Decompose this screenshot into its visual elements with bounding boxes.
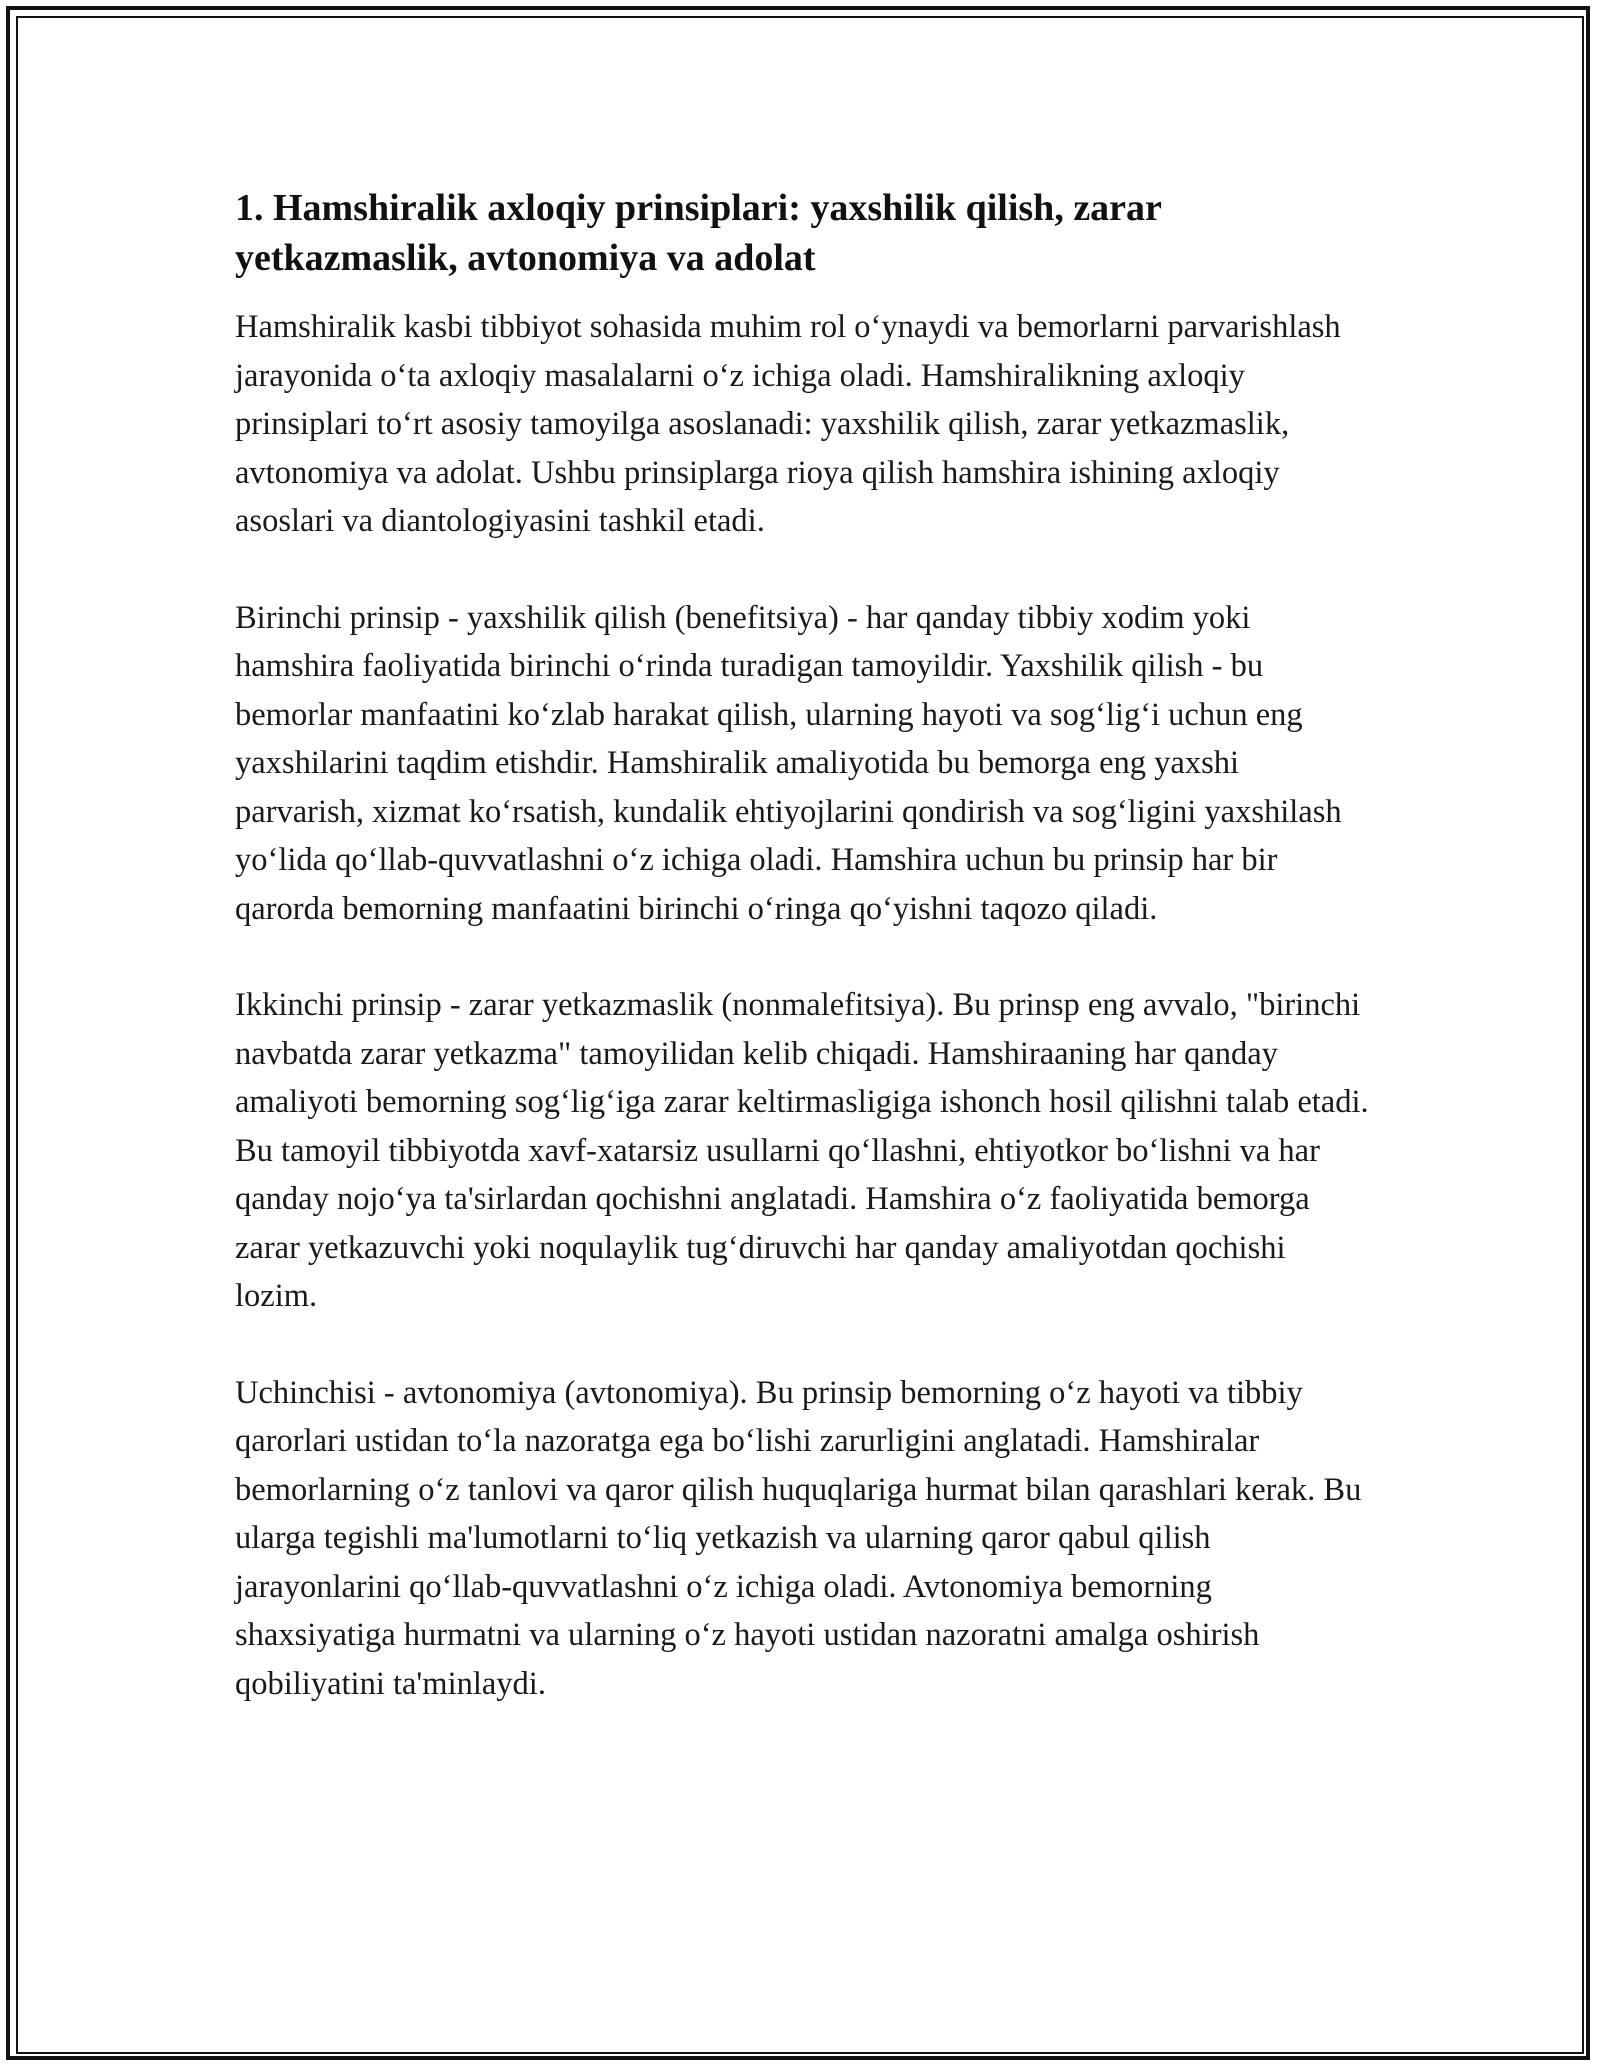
paragraph-nonmaleficence: Ikkinchi prinsip - zarar yetkazmaslik (nonmalefitsiya). Bu prinsp eng avvalo, "birinchi navbatda zarar yetkazma" tamoyilidan kelib chiqadi. Hamshiraaning har qanday amaliyoti bemorning sog‘lig‘iga zarar keltirmasligiga ishonch hosil qilishni talab etadi. Bu tamoyil tibbiyotda xavf-xatarsiz usullarni qo‘llashni, ehtiyotkor bo‘lishni va har qanday nojo‘ya ta'sirlardan qochishni anglatadi. Hamshira o‘z faoliyatida bemorga zarar yetkazuvchi yoki noqulaylik tug‘diruvchi har qanday amaliyotdan qochishi lozim.	[235, 987, 1369, 1314]
paragraph-beneficence: Birinchi prinsip - yaxshilik qilish (benefitsiya) - har qanday tibbiy xodim yoki hamshira faoliyatida birinchi o‘rinda turadigan tamoyildir. Yaxshilik qilish - bu bemorlar manfaatini ko‘zlab harakat qilish, ularning hayoti va sog‘lig‘i uchun eng yaxshilarini taqdim etishdir. Hamshiralik amaliyotida bu bemorga eng yaxshi parvarish, xizmat ko‘rsatish, kundalik ehtiyojlarini qondirish va sog‘ligini yaxshilash yo‘lida qo‘llab-quvvatlashni o‘z ichiga oladi. Hamshira uchun bu prinsip har bir qarorda bemorning manfaatini birinchi o‘ringa qo‘yishni taqozo qiladi.	[235, 599, 1342, 927]
document-body	[235, 183, 1375, 1756]
section-title: 1. Hamshiralik axloqiy prinsiplari: yaxshilik qilish, zarar yetkazmaslik, avtonomiya va adolat	[235, 187, 1162, 279]
paragraph-intro: Hamshiralik kasbi tibbiyot sohasida muhim rol o‘ynaydi va bemorlarni parvarishlash jarayonida o‘ta axloqiy masalalarni o‘z ichiga oladi. Hamshiralikning axloqiy prinsiplari to‘rt asosiy tamoyilga asoslanadi: yaxshilik qilish, zarar yetkazmaslik, avtonomiya va adolat. Ushbu prinsiplarga rioya qilish hamshira ishining axloqiy asoslari va diantologiyasini tashkil etadi.	[235, 309, 1341, 539]
paragraph-autonomy: Uchinchisi - avtonomiya (avtonomiya). Bu prinsip bemorning o‘z hayoti va tibbiy qarorlari ustidan to‘la nazoratga ega bo‘lishi zarurligini anglatadi. Hamshiralar bemorlarning o‘z tanlovi va qaror qilish huquqlariga hurmat bilan qarashlari kerak. Bu ularga tegishli ma'lumotlarni to‘liq yetkazish va ularning qaror qabul qilish jarayonlarini qo‘llab-quvvatlashni o‘z ichiga oladi. Avtonomiya bemorning shaxsiyatiga hurmatni va ularning o‘z hayoti ustidan nazoratni amalga oshirish qobiliyatini ta'minlaydi.	[235, 1374, 1362, 1702]
